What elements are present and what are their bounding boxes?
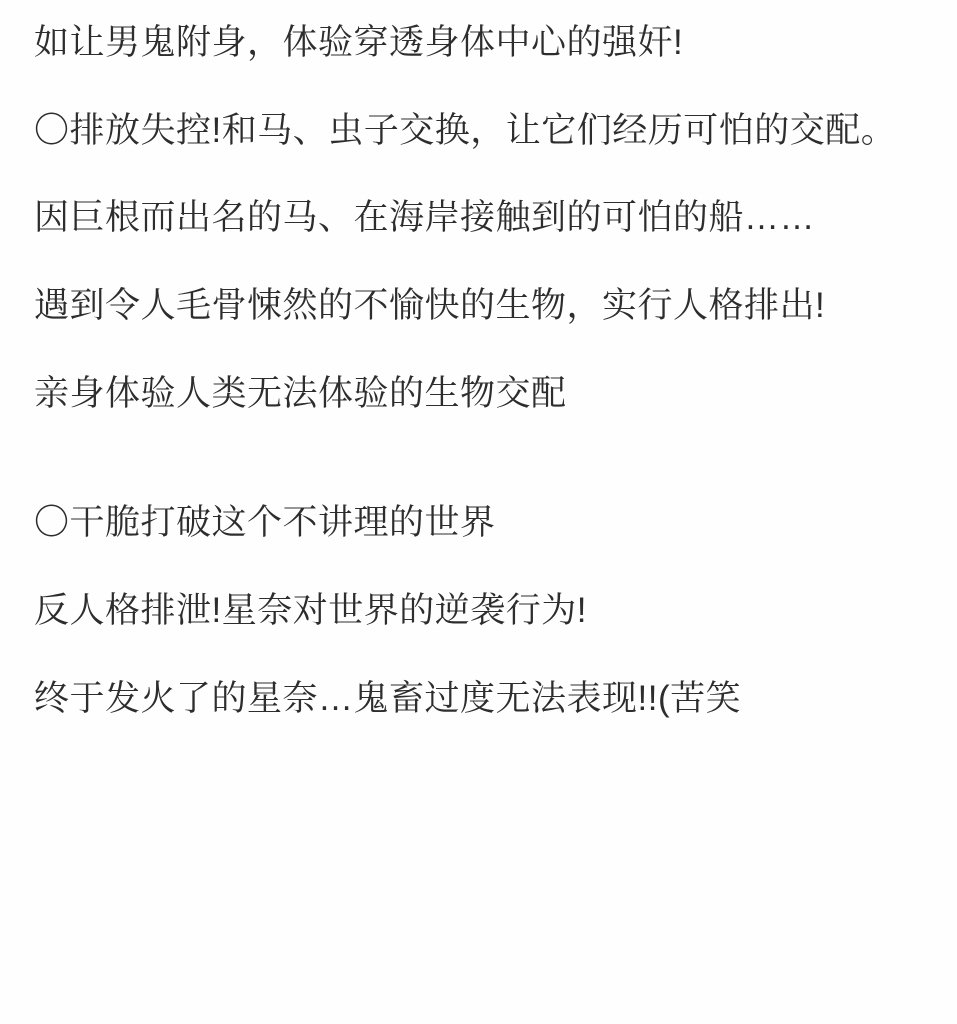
paragraph-1: 如让男鬼附身，体验穿透身体中心的强奸! [34, 23, 684, 62]
paragraph-6: 〇干脆打破这个不讲理的世界 [34, 503, 496, 543]
paragraph-5: 亲身体验人类无法体验的生物交配 [34, 373, 567, 413]
paragraph-2: 〇排放失控!和马、虫子交换，让它们经历可怕的交配。 [34, 110, 897, 150]
paragraph-8: 终于发火了的星奈…鬼畜过度无法表现!!(苦笑 [34, 678, 742, 718]
paragraph-3: 因巨根而出名的马、在海岸接触到的可怕的船…… [34, 198, 816, 238]
paragraph-7: 反人格排泄!星奈对世界的逆袭行为! [34, 591, 587, 631]
section-spacer [34, 456, 923, 498]
paragraph-4: 遇到令人毛骨悚然的不愉快的生物，实行人格排出! [34, 286, 826, 326]
